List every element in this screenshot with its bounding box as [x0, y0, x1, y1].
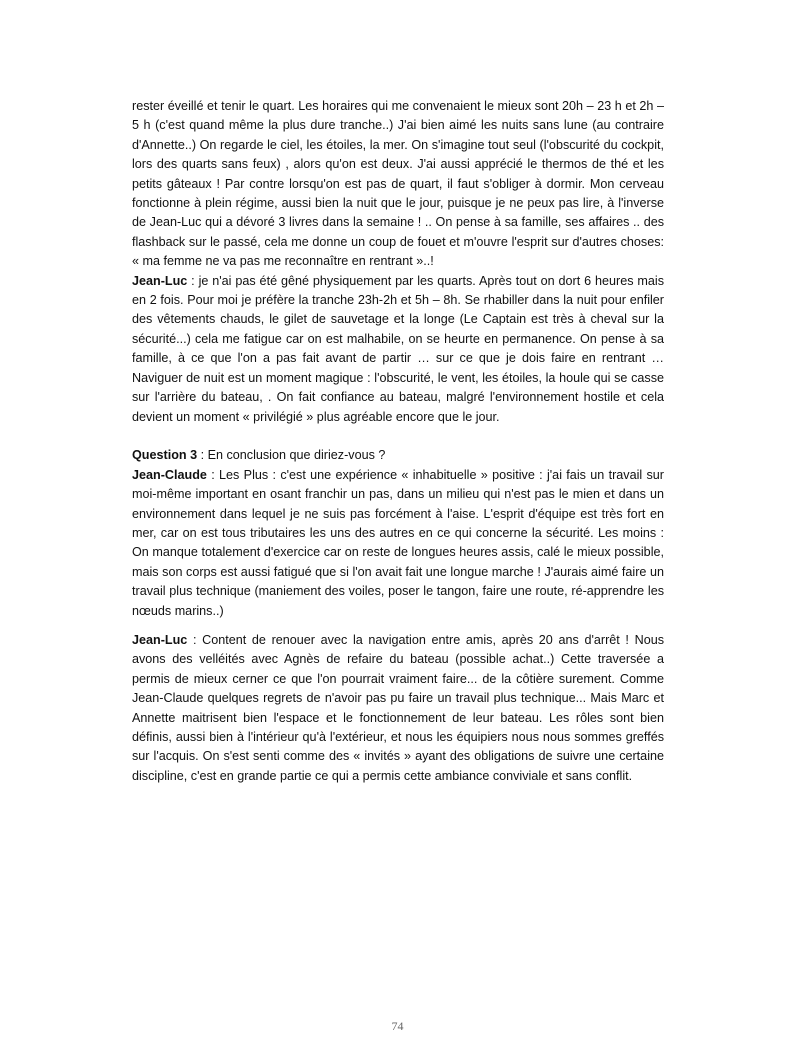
paragraph-jean-claude-conclusion	[132, 466, 664, 621]
paragraph-text: : Content de renouer avec la navigation entre amis, après 20 ans d'arrêt ! Nous avons des velléités avec Agnès de refaire du bateau (possible achat..) Cette traversée a permis de mieux cerner ce que l'on pourrait vraiment faire... de la côtière surement. Comme Jean-Claude quelques regrets de n'avoir pas pu faire un travail plus technique... Mais Marc et Annette maitrisent bien l'espace et le fonctionnement de leur bateau. Les rôles sont bien définis, aussi bien à l'intérieur qu'à l'extérieur, et nous les équipiers nous nous sommes greffés sur l'acquis. On s'est senti comme des « invités » ayant des obligations de suivre une certaine discipline, c'est en grande partie ce qui a permis cette ambiance conviviale et sans conflit.	[132, 632, 664, 783]
page-body	[132, 97, 664, 786]
paragraph-text: : Les Plus : c'est une expérience « inhabituelle » positive : j'ai fais un travail sur moi-même important en osant franchir un pas, dans un milieu qui n'est pas le mien et dans un environnement dans lequel je ne suis pas forcément à l'aise. L'esprit d'équipe est très fort en mer, car on est tous tributaires les uns des autres en ce qui concerne la sécurité. Les moins : On manque totalement d'exercice car on reste de longues heures assis, calé le mieux possible, mais son corps est aussi fatigué que si l'on avait fait une longue marche ! J'aurais aimé faire un travail plus technique (maniement des voiles, poser le tangon, faire une route, ré-apprendre les nœuds marins..)	[132, 467, 664, 618]
question-text: : En conclusion que diriez-vous ?	[197, 448, 386, 463]
paragraph-text: rester éveillé et tenir le quart. Les horaires qui me convenaient le mieux sont 20h – 23 h et 2h – 5 h (c'est quand même la plus dure tranche..) J'ai bien aimé les nuits sans lune (au contraire d'Annette..) On regarde le ciel, les étoiles, la mer. On s'imagine tout seul (l'obscurité du cockpit, lors des quarts sans feux) , alors qu'on est deux. J'ai aussi apprécié le thermos de thé et les petits gâteaux ! Par contre lorsqu'on est pas de quart, il faut s'obliger à dormir. Mon cerveau fonctionne à plein régime, aussi bien la nuit que le jour, puisque je ne peux pas lire, à l'inverse de Jean-Luc qui a dévoré 3 livres dans la semaine ! .. On pense à sa famille, ses affaires .. des flashback sur le passé, cela me donne un coup de fouet et m'ouvre l'esprit sur d'autres choses: « ma femme ne va pas me reconnaître en rentrant »..!	[132, 99, 664, 269]
paragraph-text: : je n'ai pas été gêné physiquement par les quarts. Après tout on dort 6 heures mais en 2 fois. Pour moi je préfère la tranche 23h-2h et 5h – 8h. Se rhabiller dans la nuit pour enfiler des vêtements chauds, le gilet de sauvetage et la longe (Le Captain est très à cheval sur la sécurité...) cela me fatigue car on est malhabile, on se heurte en permanence. On pense à sa famille, à ce que l'on a pas fait avant de partir … sur ce que je dois faire en rentrant … Naviguer de nuit est un moment magique : l'obscurité, le vent, les étoiles, la houle qui se casse sur l'arrière du bateau, . On fait confiance au bateau, malgré l'environnement hostile et cela devient un moment « privilégié » plus agréable encore que le jour.	[132, 273, 664, 424]
question-heading	[132, 446, 664, 465]
paragraph-jean-luc-quarts	[132, 272, 664, 427]
speaker-name: Jean-Claude	[132, 467, 207, 482]
page-number: 74	[391, 1019, 404, 1033]
speaker-name: Jean-Luc	[132, 273, 188, 288]
speaker-name: Jean-Luc	[132, 632, 188, 647]
paragraph-jean-luc-conclusion	[132, 631, 664, 786]
question-label: Question 3	[132, 448, 198, 463]
paragraph-continuation	[132, 97, 664, 272]
